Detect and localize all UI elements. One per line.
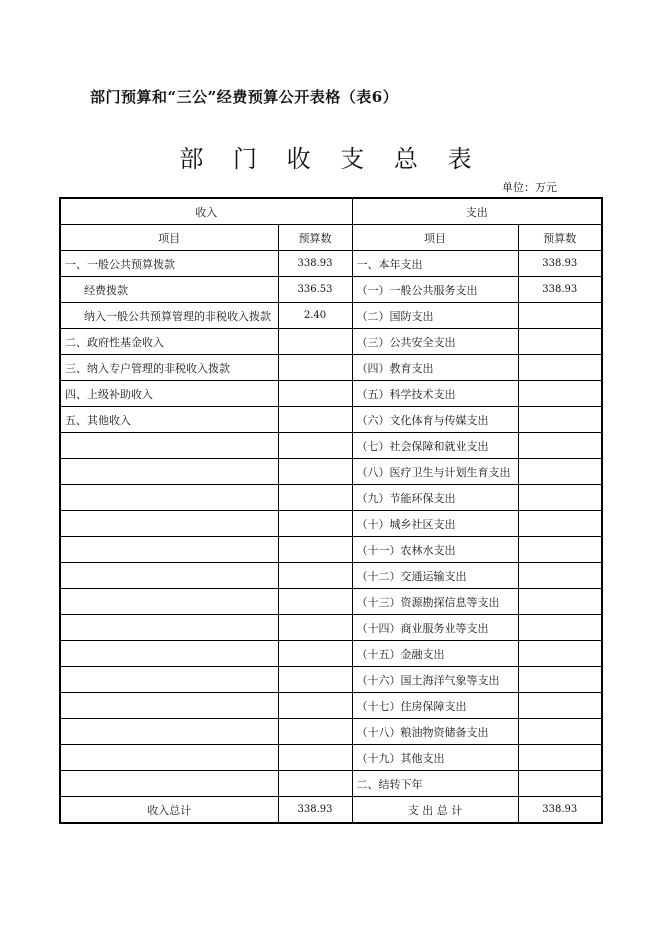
income-value-cell: 336.53 <box>278 277 352 303</box>
expense-item-cell: （二）国防支出 <box>352 303 518 329</box>
budget-table <box>59 197 603 824</box>
table-row <box>60 719 602 745</box>
income-item-cell <box>60 433 278 459</box>
income-value-cell: 2.40 <box>278 303 352 329</box>
expense-value-cell: 338.93 <box>518 251 602 277</box>
page-title: 部 门 收 支 总 表 <box>179 145 483 173</box>
expense-item-cell: （十三）资源勘探信息等支出 <box>352 589 518 615</box>
expense-value-cell <box>518 641 602 667</box>
expense-value-cell <box>518 719 602 745</box>
income-total-label: 收入总计 <box>60 797 278 824</box>
expense-value-cell <box>518 511 602 537</box>
income-item-cell: 四、上级补助收入 <box>60 381 278 407</box>
income-value-cell <box>278 537 352 563</box>
income-item-cell <box>60 459 278 485</box>
table-row <box>60 615 602 641</box>
table-row <box>60 433 602 459</box>
table-row <box>60 745 602 771</box>
expense-value-cell <box>518 615 602 641</box>
table-row <box>60 537 602 563</box>
income-value-cell <box>278 563 352 589</box>
income-item-cell <box>60 589 278 615</box>
income-value-cell <box>278 511 352 537</box>
income-value-cell <box>278 693 352 719</box>
expense-budget-header: 预算数 <box>518 225 602 251</box>
income-value-cell <box>278 355 352 381</box>
table-row <box>60 329 602 355</box>
income-value-cell <box>278 641 352 667</box>
income-item-cell <box>60 537 278 563</box>
income-item-cell <box>60 615 278 641</box>
income-item-cell: 一、一般公共预算拨款 <box>60 251 278 277</box>
table-row <box>60 251 602 277</box>
table-row <box>60 693 602 719</box>
expense-item-cell: 二、结转下年 <box>352 771 518 797</box>
expense-item-cell: （十九）其他支出 <box>352 745 518 771</box>
income-item-cell: 二、政府性基金收入 <box>60 329 278 355</box>
income-group-header: 收入 <box>60 198 352 225</box>
group-header-row <box>60 198 602 225</box>
expense-item-cell: （四）教育支出 <box>352 355 518 381</box>
table-row <box>60 303 602 329</box>
income-item-cell <box>60 485 278 511</box>
expense-value-cell <box>518 303 602 329</box>
income-value-cell <box>278 459 352 485</box>
income-item-cell <box>60 563 278 589</box>
table-row <box>60 771 602 797</box>
document-heading: 部门预算和“三公”经费预算公开表格（表6） <box>90 88 399 106</box>
expense-item-cell: （一）一般公共服务支出 <box>352 277 518 303</box>
expense-item-cell: （三）公共安全支出 <box>352 329 518 355</box>
expense-value-cell <box>518 485 602 511</box>
unit-label: 单位：万元 <box>502 181 557 194</box>
expense-item-cell: （十一）农林水支出 <box>352 537 518 563</box>
expense-value-cell <box>518 433 602 459</box>
expense-value-cell <box>518 667 602 693</box>
total-row <box>60 797 602 824</box>
table-row <box>60 381 602 407</box>
income-value-cell <box>278 407 352 433</box>
table-row <box>60 407 602 433</box>
expense-item-header: 项目 <box>352 225 518 251</box>
expense-value-cell: 338.93 <box>518 277 602 303</box>
income-item-cell <box>60 771 278 797</box>
expense-value-cell <box>518 745 602 771</box>
table-row <box>60 511 602 537</box>
expense-item-cell: （八）医疗卫生与计划生育支出 <box>352 459 518 485</box>
table-row <box>60 589 602 615</box>
income-item-cell <box>60 511 278 537</box>
expense-item-cell: 一、本年支出 <box>352 251 518 277</box>
expense-value-cell <box>518 693 602 719</box>
expense-value-cell <box>518 589 602 615</box>
income-value-cell <box>278 745 352 771</box>
income-value-cell <box>278 589 352 615</box>
income-item-cell <box>60 719 278 745</box>
table-row <box>60 641 602 667</box>
income-item-cell <box>60 745 278 771</box>
income-item-cell: 纳入一般公共预算管理的非税收入拨款 <box>60 303 278 329</box>
income-item-cell: 五、其他收入 <box>60 407 278 433</box>
income-value-cell <box>278 719 352 745</box>
expense-value-cell <box>518 459 602 485</box>
income-value-cell <box>278 433 352 459</box>
income-budget-header: 预算数 <box>278 225 352 251</box>
expense-value-cell <box>518 355 602 381</box>
expense-value-cell <box>518 563 602 589</box>
income-value-cell <box>278 329 352 355</box>
income-value-cell <box>278 667 352 693</box>
expense-group-header: 支出 <box>352 198 602 225</box>
expense-item-cell: （十八）粮油物资储备支出 <box>352 719 518 745</box>
expense-value-cell <box>518 407 602 433</box>
income-item-cell: 经费拨款 <box>60 277 278 303</box>
expense-total-value: 338.93 <box>518 797 602 824</box>
income-item-header: 项目 <box>60 225 278 251</box>
income-value-cell <box>278 381 352 407</box>
table-row <box>60 563 602 589</box>
income-value-cell <box>278 485 352 511</box>
expense-value-cell <box>518 771 602 797</box>
expense-item-cell: （十七）住房保障支出 <box>352 693 518 719</box>
column-header-row <box>60 225 602 251</box>
income-item-cell <box>60 667 278 693</box>
expense-item-cell: （五）科学技术支出 <box>352 381 518 407</box>
expense-item-cell: （十六）国土海洋气象等支出 <box>352 667 518 693</box>
table-row <box>60 355 602 381</box>
income-value-cell <box>278 615 352 641</box>
table-row <box>60 277 602 303</box>
expense-item-cell: （七）社会保障和就业支出 <box>352 433 518 459</box>
income-item-cell: 三、纳入专户管理的非税收入拨款 <box>60 355 278 381</box>
expense-item-cell: （六）文化体育与传媒支出 <box>352 407 518 433</box>
table-row <box>60 459 602 485</box>
income-value-cell <box>278 771 352 797</box>
income-item-cell <box>60 641 278 667</box>
expense-value-cell <box>518 537 602 563</box>
table-row <box>60 667 602 693</box>
expense-item-cell: （九）节能环保支出 <box>352 485 518 511</box>
expense-item-cell: （十五）金融支出 <box>352 641 518 667</box>
income-total-value: 338.93 <box>278 797 352 824</box>
expense-value-cell <box>518 381 602 407</box>
expense-item-cell: （十二）交通运输支出 <box>352 563 518 589</box>
expense-item-cell: （十四）商业服务业等支出 <box>352 615 518 641</box>
income-item-cell <box>60 693 278 719</box>
expense-item-cell: （十）城乡社区支出 <box>352 511 518 537</box>
income-value-cell: 338.93 <box>278 251 352 277</box>
expense-total-label: 支 出 总 计 <box>352 797 518 824</box>
table-row <box>60 485 602 511</box>
expense-value-cell <box>518 329 602 355</box>
